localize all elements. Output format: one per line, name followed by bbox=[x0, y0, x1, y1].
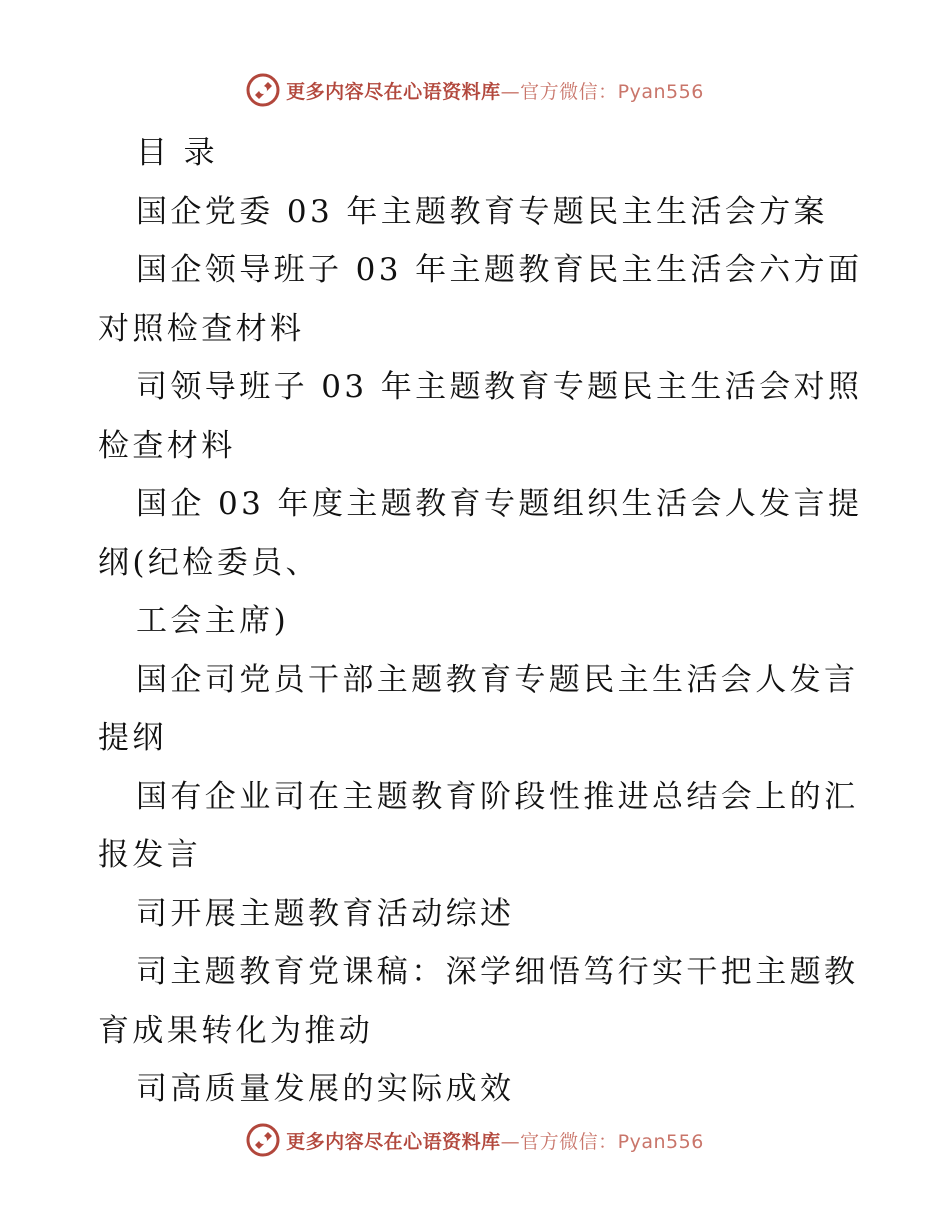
toc-entry: 国企领导班子 03 年主题教育民主生活会六方面 bbox=[136, 252, 863, 288]
toc-entry-continuation: 检查材料 bbox=[98, 427, 236, 464]
toc-entry: 司主题教育党课稿：深学细悟笃行实干把主题教 bbox=[136, 954, 859, 990]
banner-dash: — bbox=[500, 80, 521, 103]
footer-banner bbox=[0, 1120, 950, 1160]
toc-entry-continuation: 报发言 bbox=[98, 837, 202, 873]
document-body bbox=[98, 124, 863, 1119]
banner-dash: — bbox=[500, 1130, 521, 1153]
toc-entry-continuation: 纲(纪检委员、 bbox=[98, 544, 320, 581]
shield-logo-icon bbox=[246, 1123, 280, 1157]
toc-entry-continuation: 育成果转化为推动 bbox=[98, 1012, 374, 1049]
banner-text bbox=[286, 1127, 704, 1154]
banner-suffix: 官方微信：Pyan556 bbox=[520, 80, 704, 103]
toc-entry: 国企党委 03 年主题教育专题民主生活会方案 bbox=[136, 193, 828, 230]
toc-entry-continuation: 对照检查材料 bbox=[98, 310, 305, 347]
header-banner bbox=[0, 70, 950, 110]
toc-entry: 工会主席) bbox=[136, 603, 290, 639]
toc-entry: 司开展主题教育活动综述 bbox=[136, 895, 515, 932]
banner-brand: 更多内容尽在心语资料库 bbox=[286, 1130, 501, 1153]
shield-logo-icon bbox=[246, 73, 280, 107]
banner-brand: 更多内容尽在心语资料库 bbox=[286, 80, 501, 103]
toc-entry: 国企 03 年度主题教育专题组织生活会人发言提 bbox=[136, 486, 863, 522]
toc-entry: 国企司党员干部主题教育专题民主生活会人发言 bbox=[136, 661, 859, 698]
toc-entry: 司高质量发展的实际成效 bbox=[136, 1071, 515, 1107]
toc-entry-continuation: 提纲 bbox=[98, 720, 167, 756]
toc-entry: 司领导班子 03 年主题教育专题民主生活会对照 bbox=[136, 369, 863, 405]
banner-text bbox=[286, 77, 704, 104]
toc-entry: 国有企业司在主题教育阶段性推进总结会上的汇 bbox=[136, 778, 859, 815]
banner-suffix: 官方微信：Pyan556 bbox=[520, 1130, 704, 1153]
toc-title: 目 录 bbox=[136, 135, 219, 171]
